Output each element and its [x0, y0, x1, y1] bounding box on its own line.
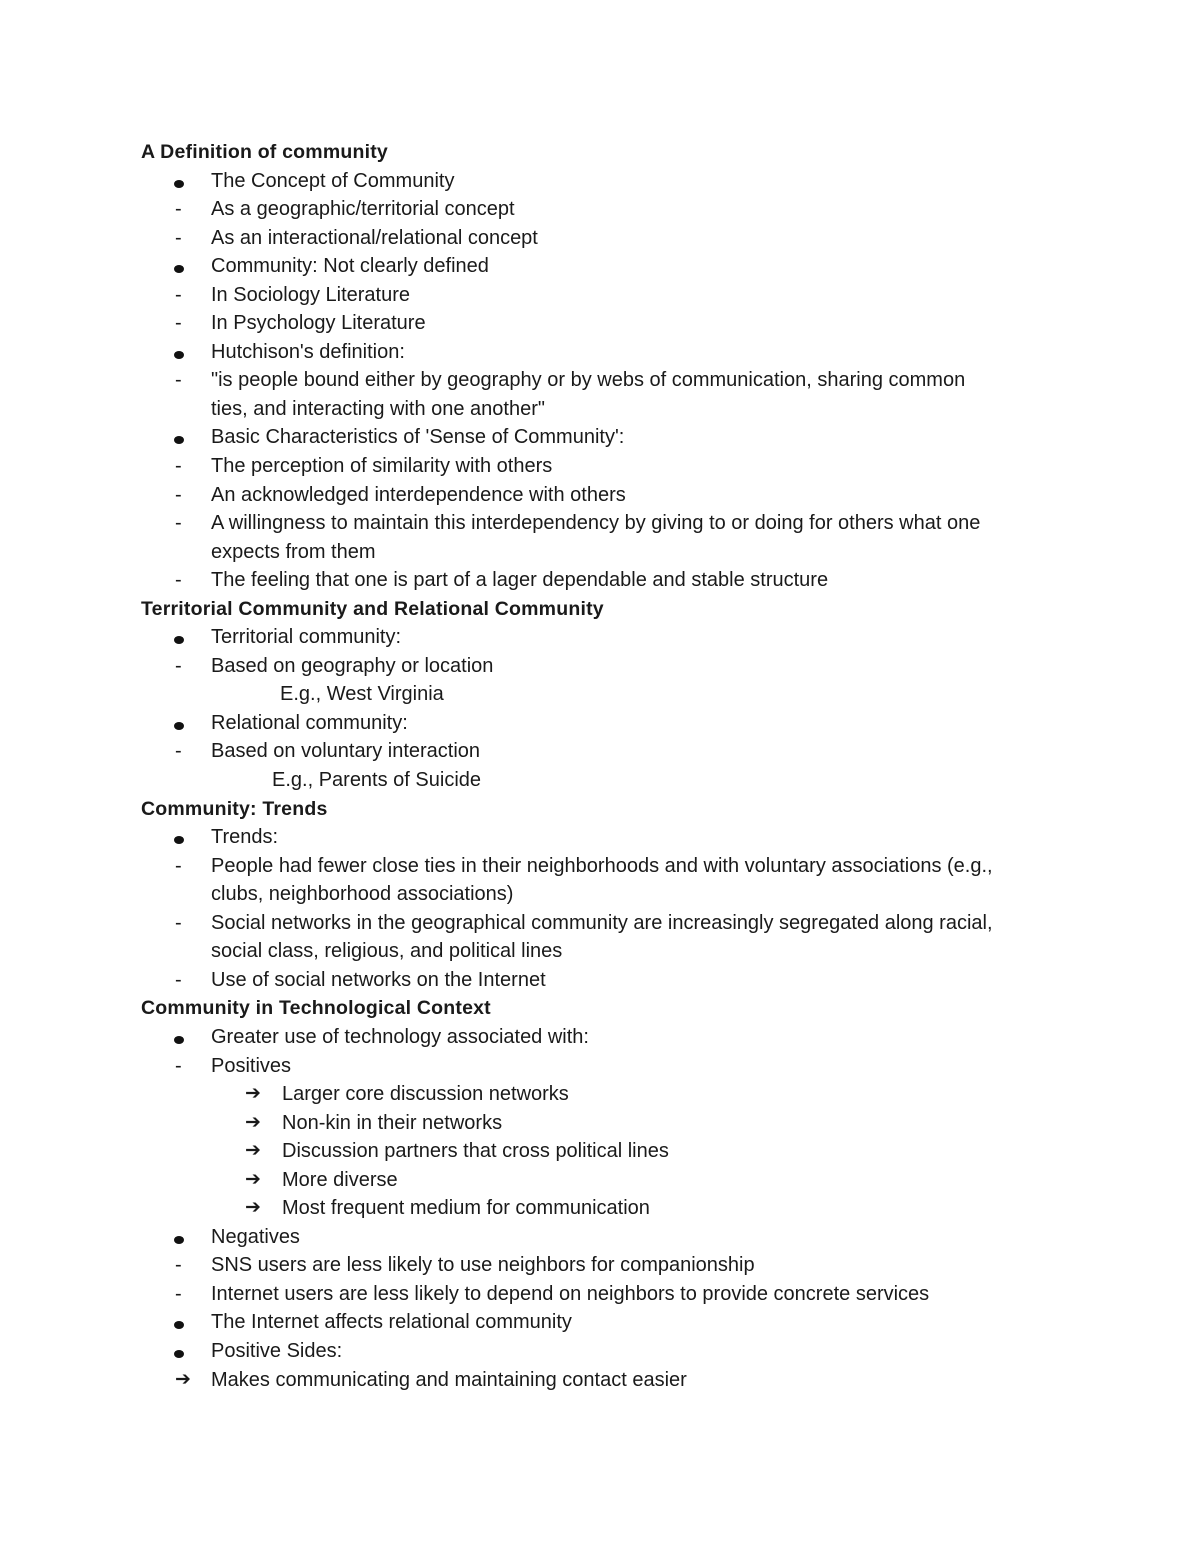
dash-item [0, 909, 1200, 938]
bullet-item-text: Basic Characteristics of 'Sense of Community': [211, 426, 625, 449]
continuation-text: ties, and interacting with one another" [211, 397, 545, 420]
arrow-sub-item [0, 1137, 1200, 1166]
dash-marker-icon: - [175, 854, 182, 877]
bullet-item [0, 167, 1200, 196]
arrow-sub-item [0, 1109, 1200, 1138]
dash-marker-icon: - [175, 369, 182, 392]
continuation-line [0, 937, 1200, 966]
bullet-dot-icon [174, 722, 184, 730]
dash-marker-icon: - [175, 512, 182, 535]
dash-marker-icon: - [175, 911, 182, 934]
dash-item [0, 509, 1200, 538]
bullet-dot-icon [174, 1036, 184, 1044]
dash-item [0, 195, 1200, 224]
dash-item-text: Use of social networks on the Internet [211, 968, 546, 991]
arrow-right-icon: ➔ [175, 1368, 191, 1390]
section-heading: Territorial Community and Relational Community [141, 597, 604, 620]
dash-marker-icon: - [175, 283, 182, 306]
bullet-item-text: The Concept of Community [211, 169, 455, 192]
dash-item-text: An acknowledged interdependence with others [211, 483, 626, 506]
arrow-item [0, 1366, 1200, 1395]
bullet-dot-icon [174, 265, 184, 273]
dash-item-text: Internet users are less likely to depend on neighbors to provide concrete services [211, 1282, 930, 1305]
document-body [0, 138, 1200, 1394]
continuation-line [0, 395, 1200, 424]
arrow-sub-item-text: Most frequent medium for communication [282, 1197, 650, 1220]
example-line [0, 766, 1200, 795]
example-text: E.g., Parents of Suicide [272, 769, 482, 792]
bullet-dot-icon [174, 436, 184, 444]
bullet-item-text: Territorial community: [211, 626, 402, 649]
dash-item-text: SNS users are less likely to use neighbors for companionship [211, 1254, 755, 1277]
arrow-right-icon: ➔ [245, 1083, 261, 1105]
arrow-right-icon: ➔ [245, 1197, 261, 1219]
dash-item-text: Positives [211, 1054, 292, 1077]
bullet-item [0, 1223, 1200, 1252]
dash-item-text: A willingness to maintain this interdependency by giving to or doing for others what one [211, 512, 981, 535]
dash-marker-icon: - [175, 569, 182, 592]
dash-item-text: In Sociology Literature [211, 283, 411, 306]
dash-item-text: Social networks in the geographical community are increasingly segregated along racial, [211, 911, 993, 934]
arrow-sub-item-text: Discussion partners that cross political lines [282, 1140, 669, 1163]
bullet-item-text: The Internet affects relational community [211, 1311, 572, 1334]
dash-item-text: In Psychology Literature [211, 312, 426, 335]
dash-item [0, 1251, 1200, 1280]
arrow-sub-item-text: Non-kin in their networks [282, 1111, 503, 1134]
dash-item [0, 1280, 1200, 1309]
dash-marker-icon: - [175, 226, 182, 249]
bullet-item [0, 252, 1200, 281]
bullet-item [0, 623, 1200, 652]
arrow-sub-item [0, 1194, 1200, 1223]
dash-item [0, 966, 1200, 995]
dash-item [0, 309, 1200, 338]
dash-item [0, 652, 1200, 681]
section-heading: A Definition of community [141, 141, 388, 163]
dash-item-text: "is people bound either by geography or by webs of communication, sharing common [211, 369, 966, 392]
dash-marker-icon: - [175, 198, 182, 221]
bullet-dot-icon [174, 636, 184, 644]
section-heading: Community in Technological Context [141, 997, 491, 1020]
bullet-dot-icon [174, 180, 184, 188]
bullet-dot-icon [174, 351, 184, 359]
bullet-item [0, 423, 1200, 452]
arrow-right-icon: ➔ [245, 1140, 261, 1162]
dash-marker-icon: - [175, 968, 182, 991]
dash-item [0, 366, 1200, 395]
dash-marker-icon: - [175, 455, 182, 478]
dash-item [0, 852, 1200, 881]
dash-item [0, 737, 1200, 766]
arrow-sub-item-text: More diverse [282, 1168, 398, 1191]
bullet-item-text: Community: Not clearly defined [211, 255, 489, 278]
bullet-dot-icon [174, 836, 184, 844]
dash-item-text: Based on voluntary interaction [211, 740, 481, 763]
example-line [0, 680, 1200, 709]
dash-marker-icon: - [175, 1282, 182, 1305]
continuation-line [0, 538, 1200, 567]
arrow-right-icon: ➔ [245, 1168, 261, 1190]
bullet-item [0, 1023, 1200, 1052]
dash-marker-icon: - [175, 312, 182, 335]
dash-item [0, 281, 1200, 310]
bullet-item [0, 1337, 1200, 1366]
arrow-sub-item [0, 1080, 1200, 1109]
arrow-sub-item-text: Larger core discussion networks [282, 1083, 569, 1106]
bullet-item-text: Negatives [211, 1225, 300, 1248]
dash-marker-icon: - [175, 654, 182, 677]
dash-item [0, 481, 1200, 510]
dash-item-text: The feeling that one is part of a lager dependable and stable structure [211, 569, 829, 592]
dash-item [0, 566, 1200, 595]
continuation-text: clubs, neighborhood associations) [211, 883, 514, 906]
bullet-item [0, 823, 1200, 852]
continuation-text: social class, religious, and political lines [211, 940, 563, 963]
dash-item [0, 452, 1200, 481]
bullet-item-text: Greater use of technology associated with: [211, 1025, 589, 1048]
arrow-right-icon: ➔ [245, 1111, 261, 1133]
bullet-item-text: Trends: [211, 826, 279, 849]
arrow-sub-item [0, 1166, 1200, 1195]
bullet-dot-icon [174, 1321, 184, 1329]
bullet-item-text: Positive Sides: [211, 1339, 343, 1362]
bullet-item-text: Relational community: [211, 711, 408, 734]
bullet-item [0, 1308, 1200, 1337]
dash-marker-icon: - [175, 740, 182, 763]
section-heading: Community: Trends [141, 797, 328, 820]
dash-item-text: As a geographic/territorial concept [211, 198, 515, 221]
dash-item [0, 224, 1200, 253]
example-text: E.g., West Virginia [280, 683, 444, 706]
bullet-item [0, 709, 1200, 738]
bullet-dot-icon [174, 1350, 184, 1358]
dash-item [0, 1052, 1200, 1081]
bullet-item [0, 338, 1200, 367]
dash-item-text: The perception of similarity with others [211, 455, 553, 478]
continuation-line [0, 880, 1200, 909]
continuation-text: expects from them [211, 540, 376, 563]
bullet-dot-icon [174, 1236, 184, 1244]
arrow-item-text: Makes communicating and maintaining contact easier [211, 1368, 687, 1391]
dash-marker-icon: - [175, 1054, 182, 1077]
dash-marker-icon: - [175, 1254, 182, 1277]
dash-item-text: People had fewer close ties in their neighborhoods and with voluntary associations (e.g., [211, 854, 993, 877]
bullet-item-text: Hutchison's definition: [211, 340, 405, 363]
dash-item-text: Based on geography or location [211, 654, 494, 677]
dash-item-text: As an interactional/relational concept [211, 226, 538, 249]
dash-marker-icon: - [175, 483, 182, 506]
